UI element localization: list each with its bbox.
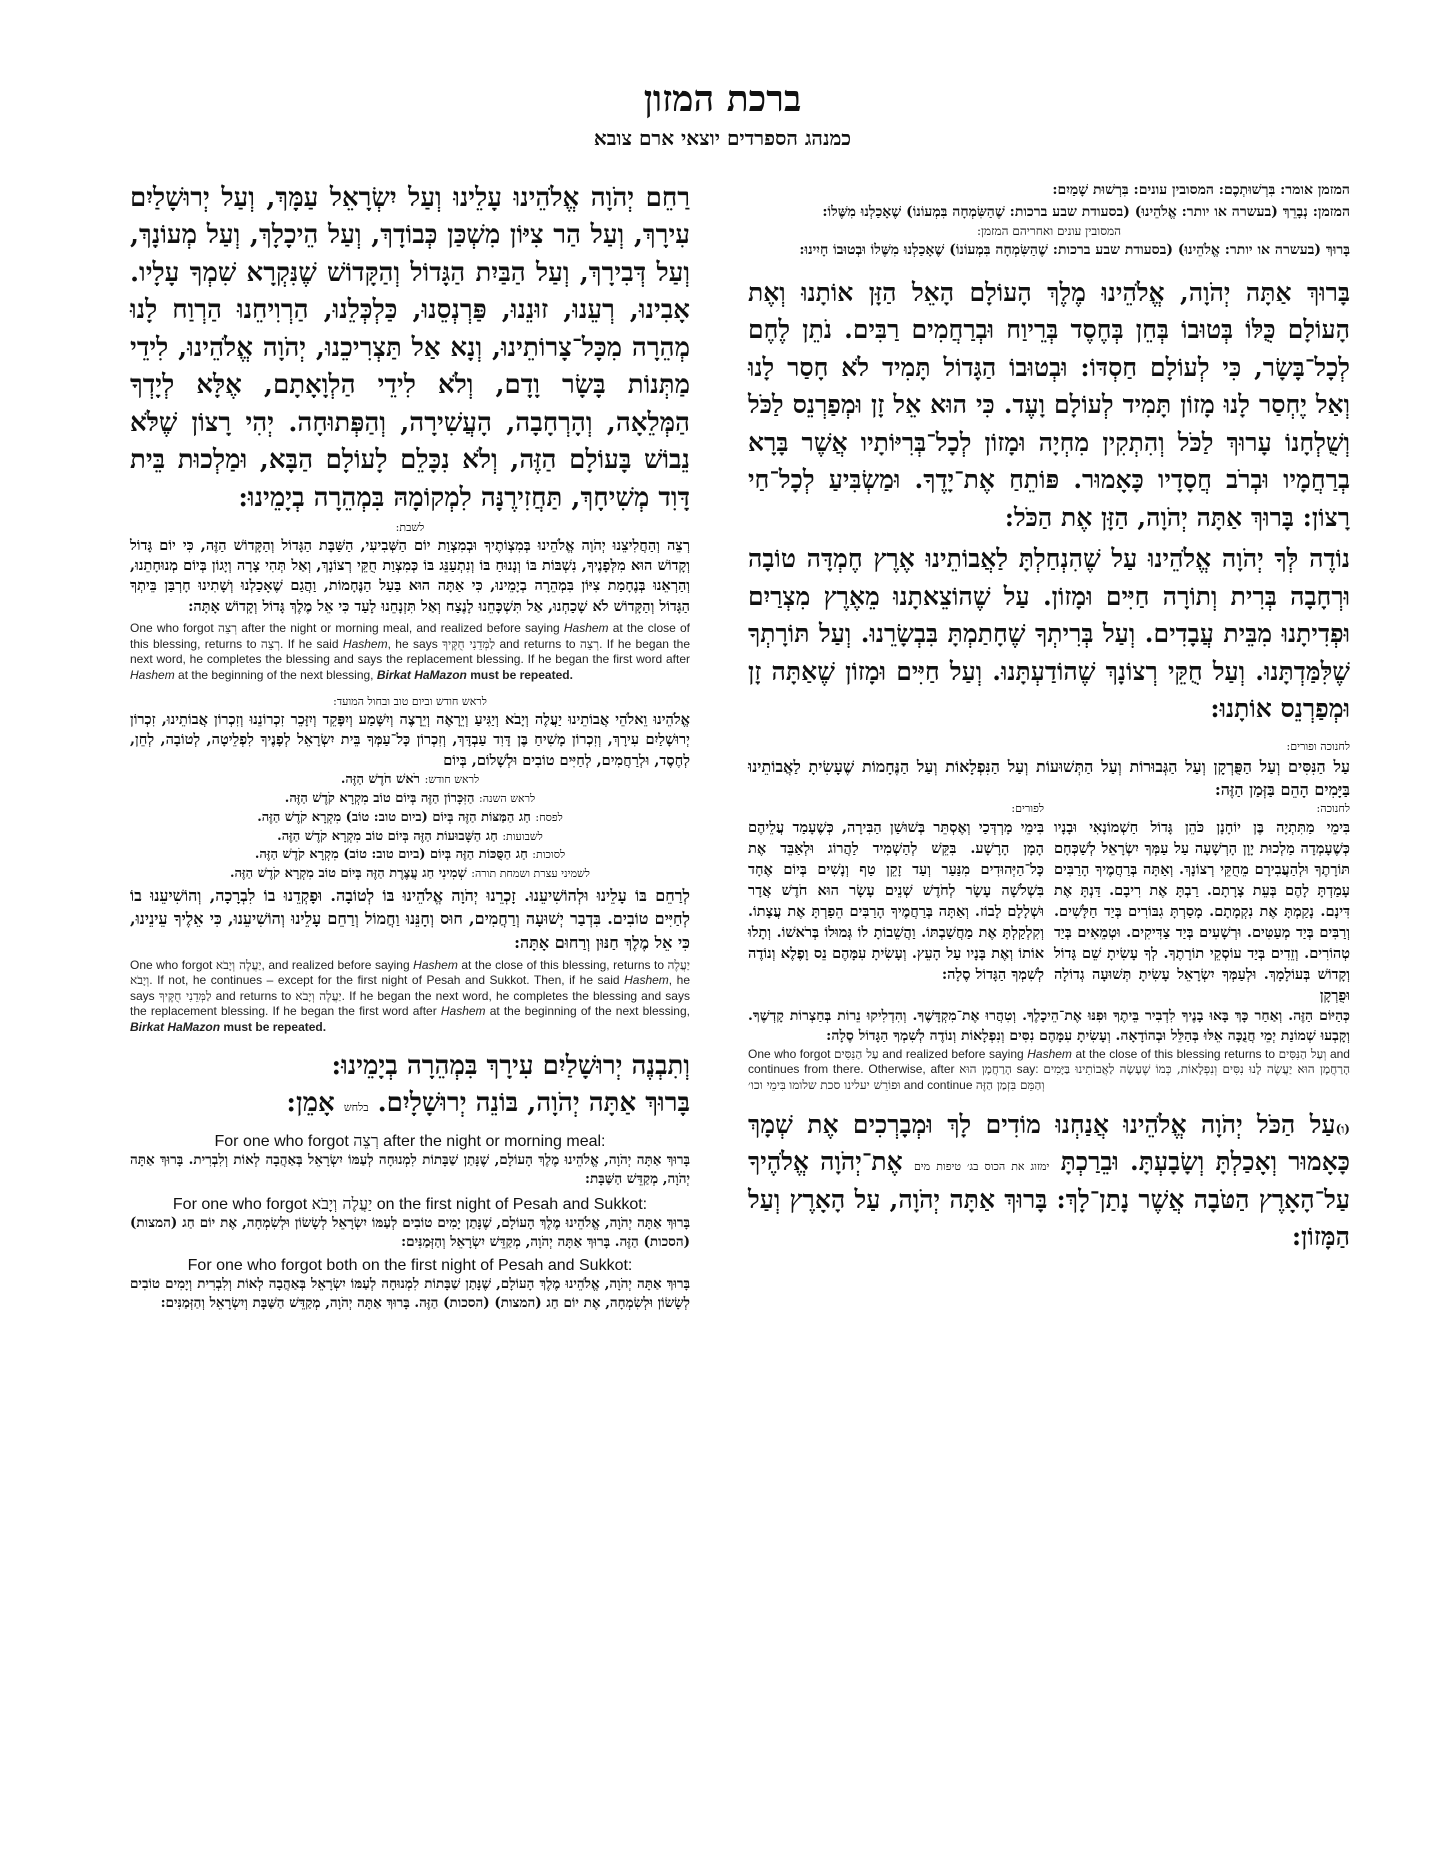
blessing-haaretz: נוֹדֶה לְּךָ יְהֹוָה אֱלֹהֵינוּ עַל שֶׁהִנְחַלְתָּ לַאֲבוֹתֵינוּ אֶרֶץ חֶמְדָּה טוֹבָה וּרְחָבָה בְּרִית וְתוֹרָה חַיִּים וּמָזוֹן. עַל שֶׁהוֹצֵאתָנוּ מֵאֶרֶץ מִצְרַיִם וּפְדִיתָנוּ מִבֵּית עֲבָדִים. וְעַל בְּרִיתְךָ שֶׁחָתַמְתָּ בִּבְשָׂרֵנוּ. וְעַל תּוֹרָתְךָ שֶׁלִּמַּדְתָּנוּ. וְעַל חֻקֵּי רְצוֹנָךְ שֶׁהוֹדַעְתָּנוּ. וְעַל חַיִּים וּמָזוֹן שֶׁאַתָּה זָן וּמְפַרְנֵס אוֹתָנוּ: (748, 544, 1350, 724)
purim-text: בִּימֵי מָרְדְּכַי וְאֶסְתֵּר בְּשׁוּשַׁן הַבִּירָה, כְּשֶׁעָמַד עֲלֵיהֶם הָמָן הָרָשָׁע. בִּקֵּשׁ לְהַשְׁמִיד לַהֲרוֹג וּלְאַבֵּד אֶת כָּל־הַיְּהוּדִים מִנַּעַר וְעַד זָקֵן טַף וְנָשִׁים בְּיוֹם אֶחָד בִּשְׁלֹשָׁה עָשָׂר לְחֹדֶשׁ שְׁנֵים עָשָׂר הוּא חֹדֶשׁ אֲדָר וּשְׁלָלָם לָבוֹז. וְאַתָּה בְּרַחֲמֶיךָ הָרַבִּים הֵפַרְתָּ אֶת עֲצָתוֹ. וְקִלְקַלְתָּ אֶת מַחֲשַׁבְתּוֹ. וַהֲשֵׁבוֹתָ לוֹ גְּמוּלוֹ בְּרֹאשׁוֹ. וְתָלוּ אוֹתוֹ וְאֶת בָּנָיו עַל הָעֵץ. וְעָשִׂיתָ עִמָּהֶם נֵס וָפֶלֶא וְנוֹדֶה לְשִׁמְךָ הַגָּדוֹל סֶלָה: (748, 819, 1044, 984)
zimun-line-4: בָּרוּךְ (בעשרה או יותר: אֱלֹהֵינוּ) (בסעודת שבע ברכות: שֶׁהַשִּׂמְחָה בִּמְעוֹנוֹ) שֶׁאָכַלְנוּ מִשֶּׁלוֹ וּבְטוּבוֹ חָיִינוּ: (799, 242, 1350, 259)
occasion-rosh-chodesh: לראש חודש: רֹאשׁ חֹדֶשׁ הַזֶּה. (340, 772, 480, 788)
page-subtitle: כמנהג הספרדים יוצאי ארם צובא (593, 126, 852, 150)
water-note: ימזוג את הכוס בג׳ טיפות מים (913, 1160, 1050, 1174)
chanukah-text: בִּימֵי מַתִּתְיָה בֶּן יוֹחָנָן כֹּהֵן גָּדוֹל חַשְׁמוֹנָאִי וּבָנָיו כְּשֶׁעָמְדָה מַלְכוּת יָוָן הָרְשָׁעָה עַל עַמְּךָ יִשְׂרָאֵל לְשַׁכְּחָם תּוֹרָתֶךָ וּלְהַעֲבִירָם מֵחֻקֵּי רְצוֹנָךְ. וְאַתָּה בְּרַחֲמֶיךָ הָרַבִּים עָמַדְתָּ לָהֶם בְּעֵת צָרָתָם. רַבְתָּ אֶת רִיבָם. דַּנְתָּ אֶת דִּינָם. נָקַמְתָּ אֶת נִקְמָתָם. מָסַרְתָּ גִבּוֹרִים בְּיַד חַלָּשִׁים. וְרַבִּים בְּיַד מְעַטִּים. וּרְשָׁעִים בְּיַד צַדִּיקִים. וּטְמֵאִים בְּיַד טְהוֹרִים. וְזֵדִים בְּיַד עוֹסְקֵי תוֹרָתֶךָ. לְךָ עָשִׂיתָ שֵׁם גָּדוֹל וְקָדוֹשׁ בְּעוֹלָמָךְ. וּלְעַמְּךָ יִשְׂרָאֵל עָשִׂיתָ תְּשׁוּעָה גְדוֹלָה וּפֻרְקָן (1054, 819, 1350, 1005)
replacement-3-heading: For one who forgot both on the first night of Pesah and Sukkot: (187, 1256, 633, 1274)
blessing-rachem: רַחֵם יְהֹוָה אֱלֹהֵינוּ עָלֵינוּ וְעַל יִשְׂרָאֵל עַמָּךְ, וְעַל יְרוּשָׁלַיִם עִירָךְ, וְעַל הַר צִיּוֹן מִשְׁכַּן כְּבוֹדָךְ, וְעַל הֵיכָלָךְ, וְעַל מְעוֹנָךְ, וְעַל דְּבִירָךְ, וְעַל הַבַּיִת הַגָּדוֹל וְהַקָּדוֹשׁ שֶׁנִּקְרָא שִׁמְךָ עָלָיו. אָבִינוּ, רְעֵנוּ, זוּנֵנוּ, פַּרְנְסֵנוּ, כַּלְכְּלֵנוּ, הַרְוִיחֵנוּ הַרְוַח לָנוּ מְהֵרָה מִכָּל־צָרוֹתֵינוּ, וְנָא אַל תַּצְרִיכֵנוּ, יְהֹוָה אֱלֹהֵינוּ, לִידֵי מַתְּנוֹת בָּשָׂר וָדָם, וְלֹא לִידֵי הַלְוָאָתָם, אֶלָּא לְיָדְךָ הַמְּלֵאָה, וְהָרְחָבָה, הָעֲשִׁירָה, וְהַפְּתוּחָה. יְהִי רָצוֹן שֶׁלֹּא נֵבוֹשׁ בָּעוֹלָם הַזֶּה, וְלֹא נִכָּלֵם לָעוֹלָם הַבָּא, וּמַלְכוּת בֵּית דָּוִד מְשִׁיחָךְ, תַּחֲזִירֶנָּה לִמְקוֹמָהּ בִּמְהֵרָה בְיָמֵינוּ: (130, 183, 690, 513)
al-hanisim-intro: עַל הַנִּסִּים וְעַל הַפֻּרְקָן וְעַל הַגְּבוּרוֹת וְעַל הַתְּשׁוּעוֹת וְעַל הַנִּפְלָאוֹת וְעַל הַנֶּחָמוֹת שֶׁעָשִׂיתָ לַאֲבוֹתֵינוּ בַּיָּמִים הָהֵם בַּזְּמַן הַזֶּה: (748, 756, 1351, 799)
zimun-line-2: המזמן: נְבָרֵךְ (בעשרה או יותר: אֱלֹהֵינוּ) (בסעודת שבע ברכות: שֶׁהַשִּׂמְחָה בִּמְעוֹנוֹ) שֶׁאָכַלְנוּ מִשֶּׁלוֹ: (822, 203, 1350, 220)
chanukah-column (1054, 801, 1350, 1006)
yaaleh-section (130, 695, 690, 1035)
yaaleh-closing: לְרַחֵם בּוֹ עָלֵינוּ וּלְהוֹשִׁיעֵנוּ. זָכְרֵנוּ יְהֹוָה אֱלֹהֵינוּ בּוֹ לְטוֹבָה. וּפָקְדֵנוּ בוֹ לִבְרָכָה, וְהוֹשִׁיעֵנוּ בוֹ לְחַיִּים טוֹבִים. בִּדְבַר יְשׁוּעָה וְרַחֲמִים, חוּס וְחָנֵּנוּ וַחֲמוֹל וְרַחֵם עָלֵינוּ וְהוֹשִׁיעֵנוּ, כִּי אֵלֶיךָ עֵינֵינוּ, כִּי אֵל מֶלֶךְ חַנּוּן וְרַחוּם אָתָּה: (130, 886, 690, 952)
al-hanisim-section (748, 740, 1350, 1094)
right-column (748, 180, 1350, 1256)
uvneh-line-2: בָּרוּךְ אַתָּה יְהֹוָה, בּוֹנֵה יְרוּשָׁלָיִם. בלחש אָמֵן: (286, 1088, 690, 1119)
occasion-rosh-hashana: לראש השנה: הַזִּכָּרוֹן הַזֶּה בְּיוֹם טוֹב מִקְרָא קֹדֶשׁ הַזֶּה. (284, 790, 536, 806)
replacement-blessings (130, 1131, 690, 1314)
replacement-1-text: בָּרוּךְ אַתָּה יְהֹוָה, אֱלֹהֵינוּ מֶלֶךְ הָעוֹלָם, שֶׁנָּתַן שַׁבָּתוֹת לִמְנוּחָה לְעַמּוֹ יִשְׂרָאֵל בְּאַהֲבָה לְאוֹת וְלִבְרִית. בָּרוּךְ אַתָּה יְהֹוָה, מְקַדֵּשׁ הַשַּׁבָּת: (130, 1151, 690, 1188)
page-title: ברכת המזון (643, 78, 802, 120)
purim-label: לפורים: (1011, 802, 1044, 816)
al-hanisim-note: One who forgot עַל הַנִּסִּים and realized before saying Hashem at the close of this blessing returns to וְעַל הַנִּסִּים and continues from there. Otherwise, after הָרַחֲמָן הוּא say: הָרַחֲמָן הוּא יַעֲשֶׂה לָנוּ נִסִּים וְנִפְלָאוֹת, כְּמוֹ שֶׁעָשָׂה לַאֲבוֹתֵינוּ בַּיָּמִים וּפוֹרֵשׁ יעלינו סכת שלומו בִּימֵי וכו׳ and continue וְהַמֵּם בִּזְמַן הַזֶּה (748, 1046, 1350, 1092)
veal-hakol: (ו)עַל הַכֹּל יְהֹוָה אֱלֹהֵינוּ אֲנַחְנוּ מוֹדִים לָךְ וּמְבָרְכִים אֶת שְׁמָךְ כָּאָמוּר וְאָכַלְתָּ וְשָׂבָעְתָּ. וּבֵרַכְתָּ ימזוג את הכוס בג׳ טיפות מים אֶת־יְהֹוָה אֱלֹהֶיךָ עַל־הָאָרֶץ הַטֹּבָה אֲשֶׁר נָתַן־לָךְ: בָּרוּךְ אַתָּה יְהֹוָה, עַל הָאָרֶץ וְעַל הַמָּזוֹן: (748, 1109, 1351, 1252)
occasion-sukkot: לסוכות: חַג הַסֻּכּוֹת הַזֶּה בְּיוֹם (ביום טוב: טוֹב) מִקְרָא קֹדֶשׁ הַזֶּה. (254, 847, 566, 863)
occasion-pesach: לפסח: חַג הַמַּצּוֹת הַזֶּה בְּיוֹם (ביום טוב: טוֹב) מִקְרָא קֹדֶשׁ הַזֶּה. (257, 809, 563, 825)
occasion-shavuot: לשבועות: חַג הַשָּׁבוּעוֹת הַזֶּה בְּיוֹם טוֹב מִקְרָא קֹדֶשׁ הַזֶּה. (277, 828, 543, 844)
yaaleh-occasions (130, 771, 690, 884)
al-hanisim-columns (748, 801, 1350, 1006)
retzeh-section (130, 521, 690, 683)
replacement-1-heading: For one who forgot רְצֵה after the night or morning meal: (214, 1130, 606, 1150)
retzeh-label: לשבת: (395, 520, 425, 534)
zimun-line-1: המזמן אומר: בִּרְשׁוּתְכֶם: המסובין עונים: בִּרְשׁוּת שָׁמַיִם: (1052, 182, 1350, 198)
blessing-hazan: בָּרוּךְ אַתָּה יְהֹוָה, אֱלֹהֵינוּ מֶלֶךְ הָעוֹלָם הָאֵל הַזָּן אוֹתָנוּ וְאֶת הָעוֹלָם כֻּלּוֹ בְּטוּבוֹ בְּחֵן בְּחֶסֶד בְּרֵיוַח וּבְרַחֲמִים רַבִּים. נֹתֵן לֶחֶם לְכָל־בָּשָׂר, כִּי לְעוֹלָם חַסְדּוֹ: וּבְטוּבוֹ הַגָּדוֹל תָּמִיד לֹא חָסַר לָנוּ וְאַל יֶחְסַר לָנוּ מָזוֹן תָּמִיד לְעוֹלָם וָעֶד. כִּי הוּא אֵל זָן וּמְפַרְנֵס לַכֹּל וְשֻׁלְחָנוֹ עָרוּךְ לַכֹּל וְהִתְקִין מִחְיָה וּמָזוֹן לְכָל־בְּרִיּוֹתָיו אֲשֶׁר בָּרָא בְרַחֲמָיו וּבְרֹב חֲסָדָיו כָּאָמוּר. פּוֹתֵחַ אֶת־יָדֶךָ. וּמַשְׂבִּיעַ לְכָל־חַי רָצוֹן: בָּרוּךְ אַתָּה יְהֹוָה, הַזָּן אֶת הַכֹּל: (748, 277, 1350, 532)
retzeh-text: רְצֵה וְהַחֲלִיצֵנוּ יְהֹוָה אֱלֹהֵינוּ בְּמִצְוֹתֶיךָ וּבְמִצְוַת יוֹם הַשְּׁבִיעִי, הַשַּׁבָּת הַגָּדוֹל וְהַקָּדוֹשׁ הַזֶּה, כִּי יוֹם גָּדוֹל וְקָדוֹשׁ הוּא מִלְּפָנֶיךָ, נִשְׁבּוֹת בּוֹ וְנָנוּחַ בּוֹ וְנִתְעַנֵּג בּוֹ כְּמִצְוַת חֻקֵּי רְצוֹנָךְ, וְאַל תְּהִי צָרָה וְיָגוֹן בְּיוֹם מְנוּחָתֵנוּ, וְהַרְאֵנוּ בְּנֶחָמַת צִיּוֹן בִּמְהֵרָה בְיָמֵינוּ, כִּי אַתָּה הוּא בַּעַל הַנֶּחָמוֹת, וַהֲגַם שֶׁאָכַלְנוּ וְשָׁתִינוּ חָרְבַּן בֵּיתְךָ הַגָּדוֹל וְהַקָּדוֹשׁ לֹא שָׁכַחְנוּ, אַל תִּשְׁכָּחֵנוּ לָנֶצַח וְאַל תִּזְנָחֵנוּ לָעַד כִּי אֵל מֶלֶךְ גָּדוֹל וְקָדוֹשׁ אָתָּה: (130, 536, 690, 615)
replacement-3-text: בָּרוּךְ אַתָּה יְהֹוָה, אֱלֹהֵינוּ מֶלֶךְ הָעוֹלָם, שֶׁנָּתַן שַׁבָּתוֹת לִמְנוּחָה לְעַמּוֹ יִשְׂרָאֵל בְּאַהֲבָה לְאוֹת וְלִבְרִית וְיָמִים טוֹבִים לְשָׂשׂוֹן וּלְשִׂמְחָה, אֶת יוֹם חַג (המצות) (הסכות) הַזֶּה. בָּרוּךְ אַתָּה יְהֹוָה, מְקַדֵּשׁ הַשַּׁבָּת וְיִשְׂרָאֵל וְהַזְּמַנִּים: (130, 1275, 690, 1312)
zimun-line-3: המסובין עונים ואחריהם המזמן: (976, 224, 1122, 239)
occasion-shemini-atzeret: לשמיני עצרת ושמחת תורה: שְׁמִינִי חַג עֲצֶרֶת הַזֶּה בְּיוֹם טוֹב מִקְרָא קֹדֶשׁ הַזֶּה. (230, 866, 590, 882)
uvneh-line-1: וְתִבְנֶה יְרוּשָׁלַיִם עִירָךְ בִּמְהֵרָה בְיָמֵינוּ: (331, 1050, 690, 1081)
uvneh-yerushalayim (130, 1048, 690, 1123)
chanukah-end: כְּהַיּוֹם הַזֶּה. וְאַחַר כָּךְ בָּאוּ בָנֶיךָ לִדְבִיר בֵּיתֶךָ וּפִנּוּ אֶת־הֵיכָלֶךָ. וְטִהֲרוּ אֶת־מִקְדָּשֶׁךָ. וְהִדְלִיקוּ נֵרוֹת בְּחַצְרוֹת קָדְשֶׁךָ. וְקָבְעוּ שְׁמוֹנַת יְמֵי חֲנֻכָּה אֵלּוּ בְּהַלֵּל וּבְהוֹדָאָה. וְעָשִׂיתָ עִמָּהֶם נִסִּים וְנִפְלָאוֹת וְנוֹדֶה לְשִׁמְךָ הַגָּדוֹל סֶלָה: (748, 1008, 1350, 1045)
replacement-2-heading: For one who forgot יַעֲלֶה וְיָבֹא on the first night of Pesah and Sukkot: (172, 1193, 648, 1213)
left-column (130, 180, 690, 1314)
replacement-2-text: בָּרוּךְ אַתָּה יְהֹוָה, אֱלֹהֵינוּ מֶלֶךְ הָעוֹלָם, שֶׁנָּתַן יָמִים טוֹבִים לְעַמּוֹ יִשְׂרָאֵל לְשָׂשׂוֹן וּלְשִׂמְחָה, אֶת יוֹם חַג (המצות) (הסכות) הַזֶּה. בָּרוּךְ אַתָּה יְהֹוָה, מְקַדֵּשׁ יִשְׂרָאֵל וְהַזְּמַנִּים: (130, 1214, 690, 1251)
retzeh-note: One who forgot רְצֵה after the night or morning meal, and realized before saying Hashem at the close of this blessing, returns to רְצֵה. If he said Hashem, he says לַמְּדֵנִי חֻקֶּיךָ and returns to רְצֵה. If he began the next word, he completes the blessing and says the replacement blessing. If he began the first word after Hashem at the beginning of the next blessing, Birkat HaMazon must be repeated. (130, 620, 690, 682)
chanukah-label: לחנוכה: (1316, 802, 1350, 816)
zimun-section (748, 180, 1350, 262)
yaaleh-note: One who forgot יַעֲלֶה וְיָבֹא, and realized before saying Hashem at the close of this blessing, returns to יַעֲלֶה וְיָבֹא. If not, he continues – except for the first night of Pesah and Sukkot. Then, if he said Hashem, he says לַמְּדֵנִי חֻקֶּיךָ and returns to יַעֲלֶה וְיָבֹא. If he began the next word, he completes the blessing and says the replacement blessing. If he began the first word after Hashem at the beginning of the next blessing, Birkat HaMazon must be repeated. (130, 957, 691, 1035)
yaaleh-label: לראש חודש וביום טוב ובחול המועד: (333, 695, 487, 709)
purim-column (748, 801, 1044, 1006)
al-hanisim-label: לחנוכה ופורים: (1286, 739, 1350, 753)
yaaleh-text: אֱלֹהֵינוּ וֵאלֹהֵי אֲבוֹתֵינוּ יַעֲלֶה וְיָבֹא וְיַגִּיעַ וְיֵרָאֶה וְיֵרָצֶה וְיִשָּׁמַע וְיִפָּקֵד וְיִזָּכֵר זִכְרוֹנֵנוּ וְזִכְרוֹן אֲבוֹתֵינוּ, זִכְרוֹן יְרוּשָׁלַיִם עִירָךְ, וְזִכְרוֹן מָשִׁיחַ בֶּן דָּוִד עַבְדָּךְ, וְזִכְרוֹן כָּל־עַמְּךָ בֵּית יִשְׂרָאֵל לְפָנֶיךָ לִפְלֵיטָה, לְטוֹבָה, לְחֵן, לְחֶסֶד, וּלְרַחֲמִים, לְחַיִּים טוֹבִים וּלְשָׁלוֹם, בְּיוֹם (130, 711, 690, 769)
